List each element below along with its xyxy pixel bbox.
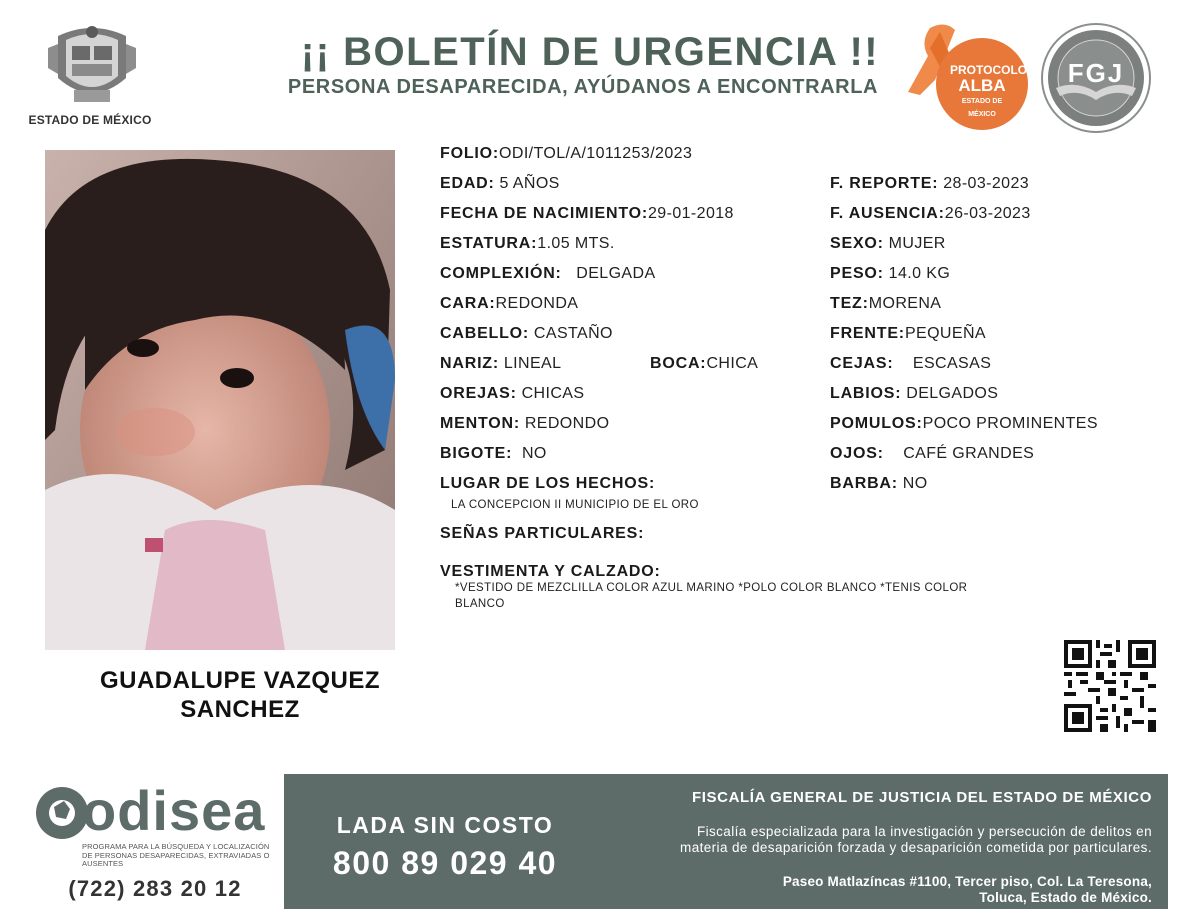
field-cara [440,294,578,314]
field-label: PESO: [830,265,884,282]
desc-line2: materia de desaparición forzada y desaparición cometida por particulares. [680,840,1152,855]
field-label: BOCA: [650,355,707,372]
addr-line1: Paseo Matlazíncas #1100, Tercer piso, Col. La Teresona, [782,874,1152,889]
odisea-pin-icon [36,787,88,839]
field-ausencia [830,204,1031,224]
field-edad [440,174,560,194]
field-label: POMULOS: [830,415,923,432]
field-orejas [440,384,584,404]
field-menton [440,414,609,434]
field-folio [440,144,692,164]
field-value: NO [521,445,547,462]
field-label: VESTIMENTA Y CALZADO: [440,563,661,580]
field-value: 1.05 MTS. [537,235,615,252]
field-label: BARBA: [830,475,898,492]
field-label: NARIZ: [440,355,500,372]
field-frente [830,324,986,344]
bulletin-subtitle: PERSONA DESAPARECIDA, AYÚDANOS A ENCONTRARLA [287,76,879,98]
lada-label: LADA SIN COSTO [336,812,554,838]
field-lugar [440,474,655,494]
field-vestimenta [440,562,661,582]
field-label: LABIOS: [830,385,902,402]
field-label: F. AUSENCIA: [830,205,945,222]
field-label: CABELLO: [440,325,530,342]
field-value: ESCASAS [912,355,992,372]
field-value: REDONDO [524,415,610,432]
state-label: ESTADO DE MÉXICO [28,113,152,127]
field-label: LUGAR DE LOS HECHOS: [440,475,656,492]
field-value: DELGADOS [906,385,999,402]
fgj-logo-text: FGJ [1067,58,1125,88]
person-name [60,666,420,724]
vestimenta-line2: BLANCO [455,598,505,610]
missing-person-photo [45,150,395,650]
field-senas [440,524,644,544]
alba-line3: ESTADO DE MÉXICO [961,98,1003,118]
fiscalia-description [600,824,1152,856]
field-value: LINEAL [503,355,562,372]
alba-line2: ALBA [958,76,1006,95]
field-cejas [830,354,991,374]
field-value: 26-03-2023 [944,205,1031,222]
field-nariz [440,354,561,374]
field-label: CARA: [440,295,496,312]
field-label: OJOS: [830,445,884,462]
field-barba [830,474,928,494]
field-label: FECHA DE NACIMIENTO: [440,205,648,222]
field-lugar-value: LA CONCEPCION II MUNICIPIO DE EL ORO [451,499,699,511]
field-value: ODI/TOL/A/1011253/2023 [499,145,693,162]
field-value: 5 AÑOS [499,175,560,192]
field-label: F. REPORTE: [830,175,939,192]
field-peso [830,264,950,284]
person-name-line2: SANCHEZ [180,696,300,723]
field-ojos [830,444,1034,464]
field-label: BIGOTE: [440,445,513,462]
field-bigote [440,444,547,464]
field-boca [650,354,758,374]
field-sexo [830,234,946,254]
field-labios [830,384,998,404]
field-vestimenta-value [455,580,967,612]
field-label: ESTATURA: [440,235,538,252]
field-value: CHICAS [521,385,585,402]
field-value: MUJER [888,235,946,252]
field-nacimiento [440,204,734,224]
field-value: 28-03-2023 [943,175,1030,192]
field-label: SEXO: [830,235,884,252]
vestimenta-line1: *VESTIDO DE MEZCLILLA COLOR AZUL MARINO *POLO COLOR BLANCO *TENIS COLOR [455,582,968,594]
odisea-wordmark: odisea [82,779,266,842]
field-complexion [440,264,656,284]
field-label: EDAD: [440,175,495,192]
field-value: NO [902,475,928,492]
field-label: TEZ: [830,295,869,312]
field-label: FOLIO: [440,145,500,162]
field-label: FRENTE: [830,325,905,342]
field-value: CASTAÑO [533,325,613,342]
alba-line1: PROTOCOLO [950,63,1028,77]
field-label: OREJAS: [440,385,517,402]
field-value: 29-01-2018 [648,205,734,222]
field-value: REDONDA [495,295,579,312]
addr-line2: Toluca, Estado de México. [979,890,1152,905]
field-estatura [440,234,615,254]
field-value: POCO PROMINENTES [922,415,1098,432]
fiscalia-title: FISCALÍA GENERAL DE JUSTICIA DEL ESTADO DE MÉXICO [692,789,1152,806]
lada-number[interactable]: 800 89 029 40 [332,845,558,881]
field-value: 14.0 KG [888,265,951,282]
phone-number[interactable]: (722) 283 20 12 [68,876,242,901]
fgj-seal-icon [1040,22,1152,134]
field-value: CAFÉ GRANDES [903,445,1035,462]
field-reporte [830,174,1029,194]
fiscalia-address [600,874,1152,906]
odisea-description: PROGRAMA PARA LA BÚSQUEDA Y LOCALIZACIÓN DE PERSONAS DESAPARECIDAS, EXTRAVIADAS O AUSENTES [82,842,270,868]
person-name-line1: GUADALUPE VAZQUEZ [99,667,381,694]
qr-code-icon[interactable] [1064,640,1156,732]
field-value: PEQUEÑA [904,325,986,342]
field-value: MORENA [868,295,942,312]
field-label: CEJAS: [830,355,894,372]
field-label: COMPLEXIÓN: [440,265,562,282]
field-pomulos [830,414,1098,434]
protocolo-alba-logo [900,20,1030,135]
field-value: DELGADA [576,265,656,282]
coat-of-arms-icon [44,18,140,110]
field-value: CHICA [706,355,759,372]
field-cabello [440,324,613,344]
field-label: MENTON: [440,415,520,432]
field-label: SEÑAS PARTICULARES: [440,525,645,542]
desc-line1: Fiscalía especializada para la investigación y persecución de delitos en [696,824,1152,839]
field-tez [830,294,941,314]
bulletin-title: ¡¡ BOLETÍN DE URGENCIA !! [300,30,880,74]
